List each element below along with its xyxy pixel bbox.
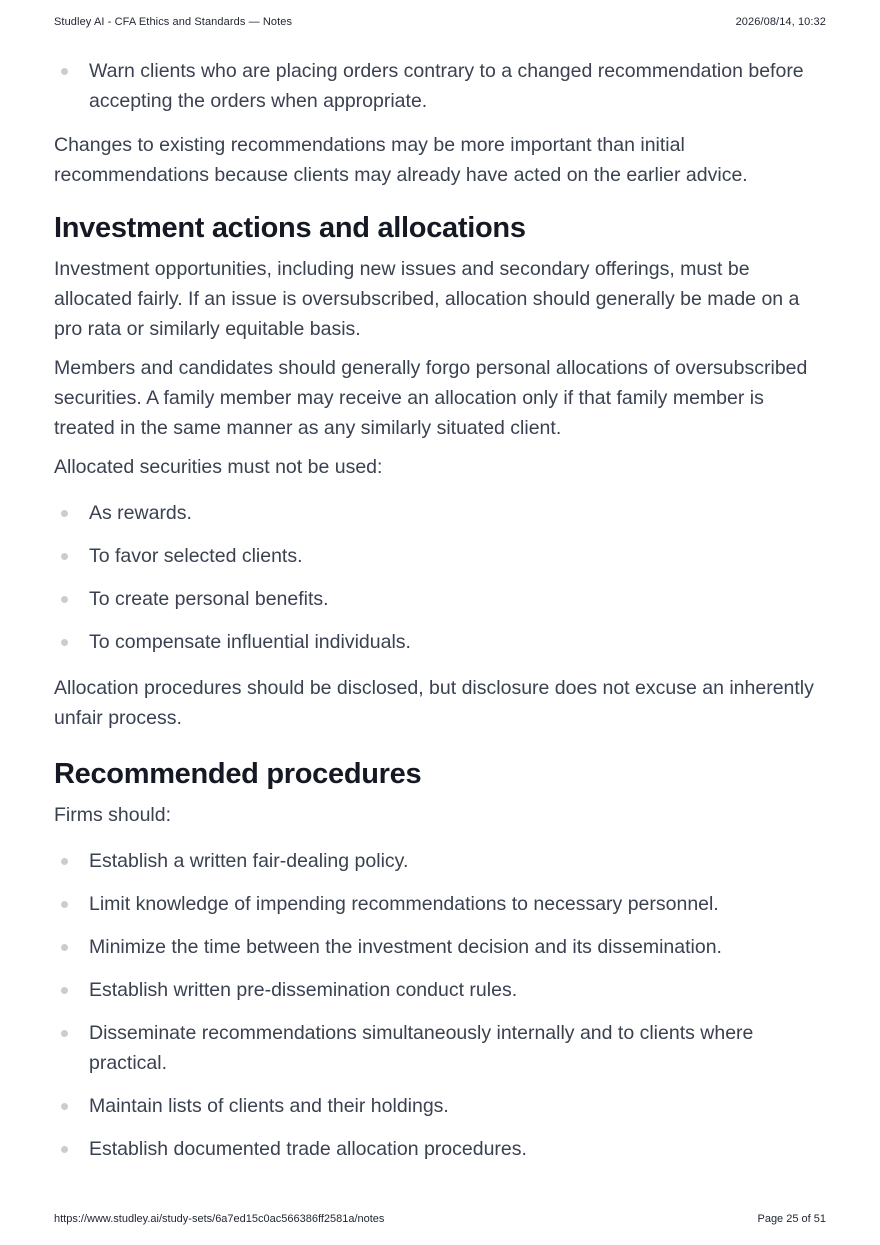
page-header <box>54 16 826 30</box>
list-item <box>54 56 826 116</box>
list-item <box>54 846 826 876</box>
paragraph: Allocated securities must not be used: <box>54 456 383 478</box>
list-item <box>54 889 826 919</box>
section-heading-procedures: Recommended procedures <box>54 758 422 790</box>
bullet-icon <box>61 68 68 75</box>
notes-content <box>54 56 826 1164</box>
page-footer <box>54 1213 826 1227</box>
list-item-text: Establish a written fair-dealing policy. <box>89 850 409 872</box>
intro-list <box>54 56 826 116</box>
list-item-text: Minimize the time between the investment decision and its dissemination. <box>89 936 722 958</box>
page-number: Page 25 of 51 <box>757 1213 826 1225</box>
list-item-text: To compensate influential individuals. <box>89 631 411 653</box>
list-item-text: Establish documented trade allocation procedures. <box>89 1138 527 1160</box>
list-item-text: Disseminate recommendations simultaneously internally and to clients where practical. <box>89 1022 754 1074</box>
bullet-icon <box>61 596 68 603</box>
list-item <box>54 932 826 962</box>
list-item <box>54 541 826 571</box>
list-item-text: To favor selected clients. <box>89 545 303 567</box>
page-url-link[interactable]: https://www.studley.ai/study-sets/6a7ed15c0ac566386ff2581a/notes <box>54 1213 385 1225</box>
list-item <box>54 1091 826 1121</box>
paragraph: Allocation procedures should be disclosed, but disclosure does not excuse an inherently unfair process. <box>54 677 814 729</box>
paragraph: Members and candidates should generally forgo personal allocations of oversubscribed securities. A family member may receive an allocation only if that family member is treated in the same manner as any similarly situated client. <box>54 357 808 439</box>
bullet-icon <box>61 1146 68 1153</box>
bullet-icon <box>61 510 68 517</box>
list-item-text: Warn clients who are placing orders contrary to a changed recommendation before accepting the orders when appropriate. <box>89 60 804 112</box>
print-datetime: 2026/08/14, 10:32 <box>735 16 826 28</box>
list-item <box>54 584 826 614</box>
bullet-icon <box>61 944 68 951</box>
list-item <box>54 1134 826 1164</box>
bullet-icon <box>61 901 68 908</box>
bullet-icon <box>61 639 68 646</box>
list-item <box>54 627 826 657</box>
bullet-icon <box>61 1103 68 1110</box>
bullet-icon <box>61 987 68 994</box>
paragraph: Investment opportunities, including new issues and secondary offerings, must be allocated fairly. If an issue is oversubscribed, allocation should generally be made on a pro rata or similarly equitable basis. <box>54 258 800 340</box>
bullet-icon <box>61 1030 68 1037</box>
paragraph: Firms should: <box>54 804 172 826</box>
list-item-text: As rewards. <box>89 502 192 524</box>
list-item <box>54 1018 826 1078</box>
recommended-procedures-list <box>54 846 826 1164</box>
list-item-text: Maintain lists of clients and their holdings. <box>89 1095 449 1117</box>
list-item-text: To create personal benefits. <box>89 588 329 610</box>
bullet-icon <box>61 553 68 560</box>
list-item-text: Establish written pre-dissemination conduct rules. <box>89 979 518 1001</box>
list-item-text: Limit knowledge of impending recommendations to necessary personnel. <box>89 893 719 915</box>
document-title: Studley AI - CFA Ethics and Standards — Notes <box>54 16 293 28</box>
paragraph: Changes to existing recommendations may be more important than initial recommendations because clients may already have acted on the earlier advice. <box>54 134 748 186</box>
section-heading-investment: Investment actions and allocations <box>54 212 526 244</box>
bullet-icon <box>61 858 68 865</box>
list-item <box>54 975 826 1005</box>
allocation-misuse-list <box>54 498 826 657</box>
list-item <box>54 498 826 528</box>
